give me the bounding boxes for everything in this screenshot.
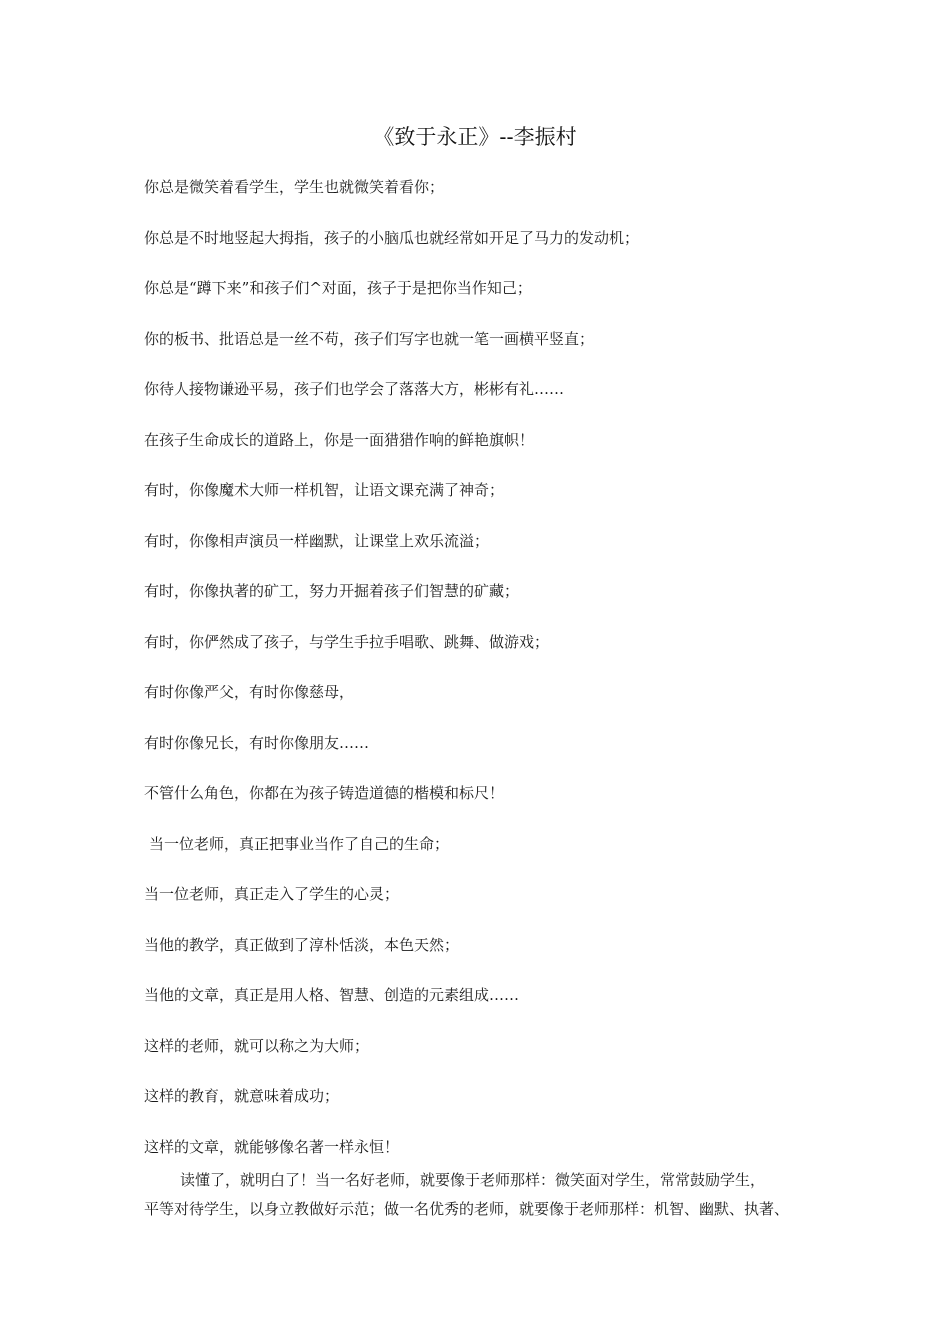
poem-line: 不管什么角色，你都在为孩子铸造道德的楷模和标尺！ xyxy=(144,784,505,802)
poem-line: 你待人接物谦逊平易，孩子们也学会了落落大方，彬彬有礼…… xyxy=(144,380,565,398)
poem-line: 你总是不时地竖起大拇指，孩子的小脑瓜也就经常如开足了马力的发动机； xyxy=(144,228,640,247)
poem-line: 当一位老师，真正走入了学生的心灵； xyxy=(144,885,400,903)
poem-line: 有时，你像相声演员一样幽默，让课堂上欢乐流溢； xyxy=(144,531,490,550)
poem-line: 这样的老师，就可以称之为大师； xyxy=(144,1036,370,1055)
paragraph-line: 读懂了，就明白了！当一名好老师，就要像于老师那样：微笑面对学生，常常鼓励学生， xyxy=(180,1171,766,1189)
poem-line: 你总是“蹲下来”和孩子们^对面，孩子于是把你当作知己； xyxy=(144,279,532,297)
poem-line: 在孩子生命成长的道路上，你是一面猎猎作响的鲜艳旗帜！ xyxy=(144,430,535,449)
document-title: 《致于永正》--李振村 xyxy=(373,125,577,149)
poem-line: 有时，你俨然成了孩子，与学生手拉手唱歌、跳舞、做游戏； xyxy=(144,632,550,651)
paragraph-line: 平等对待学生，以身立教做好示范；做一名优秀的老师，就要像于老师那样：机智、幽默、执著、 xyxy=(144,1200,790,1218)
closing-paragraph xyxy=(144,1166,824,1224)
poem-line: 有时你像兄长，有时你像朋友…… xyxy=(144,733,370,752)
poem-line: 有时你像严父，有时你像慈母， xyxy=(144,683,355,701)
poem-line: 当一位老师，真正把事业当作了自己的生命； xyxy=(149,834,450,853)
poem-body xyxy=(144,176,844,1186)
poem-line: 有时，你像执著的矿工，努力开掘着孩子们智慧的矿藏； xyxy=(144,582,520,600)
poem-line: 有时，你像魔术大师一样机智，让语文课充满了神奇； xyxy=(144,481,505,499)
poem-line: 这样的教育，就意味着成功； xyxy=(144,1087,340,1105)
poem-line: 当他的教学，真正做到了淳朴恬淡，本色天然； xyxy=(144,935,460,954)
poem-line: 这样的文章，就能够像名著一样永恒！ xyxy=(144,1137,400,1156)
poem-line: 你总是微笑着看学生，学生也就微笑着看你； xyxy=(144,178,445,196)
poem-line: 你的板书、批语总是一丝不苟，孩子们写字也就一笔一画横平竖直； xyxy=(144,329,595,348)
poem-line: 当他的文章，真正是用人格、智慧、创造的元素组成…… xyxy=(144,986,520,1004)
